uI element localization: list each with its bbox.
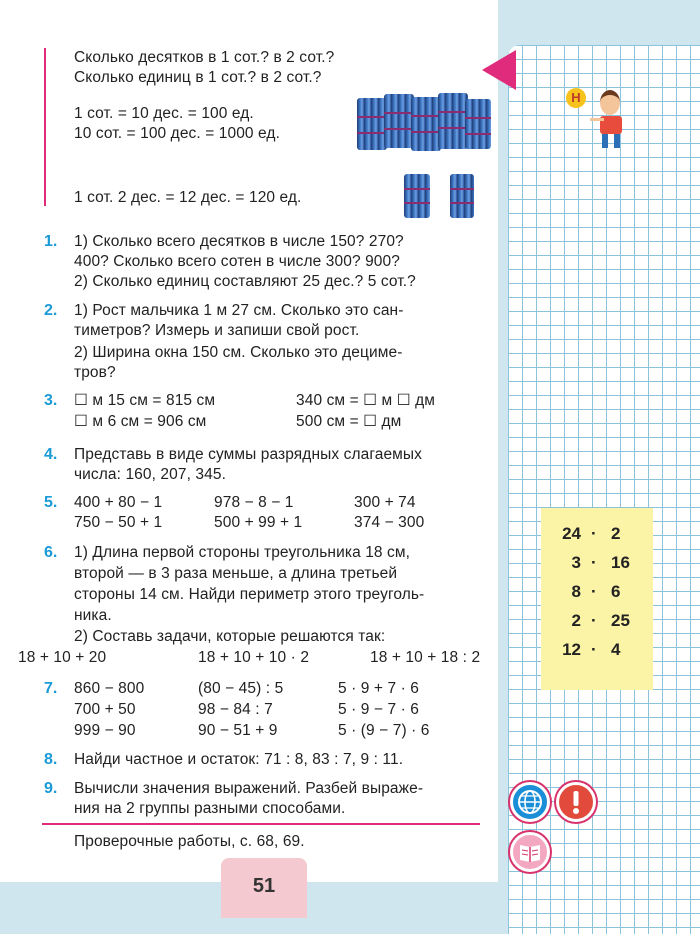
- book-icon[interactable]: [510, 832, 550, 872]
- task-number: 3.: [44, 392, 58, 409]
- intro-margin-line: [44, 48, 46, 206]
- task-4-line-1: Представь в виде суммы разрядных слагаемых: [74, 446, 423, 463]
- mascot-image: [566, 84, 632, 154]
- task-7-expr: 999 − 90: [74, 722, 136, 739]
- task-5-expr: 500 + 99 + 1: [214, 514, 303, 531]
- pointer-triangle: [482, 50, 516, 90]
- task-number: 8.: [44, 751, 58, 768]
- dot-operator: ·: [591, 640, 597, 659]
- task-7-expr: 5 · 9 + 7 · 6: [338, 680, 419, 697]
- task-2-line-1: 1) Рост мальчика 1 м 27 см. Сколько это сан-: [74, 302, 404, 319]
- mascot-badge: Н: [566, 88, 586, 108]
- page-number: 51: [221, 858, 307, 918]
- task-7-expr: 860 − 800: [74, 680, 145, 697]
- task-8-text: Найди частное и остаток: 71 : 8, 83 : 7, 9 : 11.: [74, 751, 404, 768]
- factor-a: 2: [571, 611, 581, 630]
- task-number: 7.: [44, 680, 58, 697]
- task-9-line-2: ния на 2 группы разными способами.: [74, 800, 346, 817]
- task-7-expr: 90 − 51 + 9: [198, 722, 278, 739]
- intro-equation-3: 1 сот. 2 дес. = 12 дес. = 120 ед.: [74, 189, 302, 206]
- intro-equation-2: 10 сот. = 100 дес. = 1000 ед.: [74, 125, 280, 142]
- factor-a: 3: [571, 553, 581, 572]
- task-7-expr: 5 · (9 − 7) · 6: [338, 722, 430, 739]
- task-6-expr: 18 + 10 + 10 · 2: [198, 649, 310, 666]
- task-6-line-4: ника.: [74, 607, 112, 624]
- dot-operator: ·: [591, 553, 597, 572]
- intro-question-1: Сколько десятков в 1 сот.? в 2 сот.?: [74, 49, 335, 66]
- intro-equation-1: 1 сот. = 10 дес. = 100 ед.: [74, 105, 254, 122]
- task-6-expr: 18 + 10 + 18 : 2: [370, 649, 481, 666]
- intro-question-2: Сколько единиц в 1 сот.? в 2 сот.?: [74, 69, 322, 86]
- factor-a: 12: [562, 640, 581, 659]
- task-number: 9.: [44, 780, 58, 797]
- task-number: 2.: [44, 302, 58, 319]
- task-6-line-1: 1) Длина первой стороны треугольника 18 см,: [74, 544, 411, 561]
- task-3-expr-b1: 340 см = ☐ м ☐ дм: [296, 392, 436, 409]
- task-4-line-2: числа: 160, 207, 345.: [74, 466, 226, 483]
- task-3-expr-a1: ☐ м 15 см = 815 см: [74, 392, 216, 409]
- dot-operator: ·: [591, 582, 597, 601]
- footer-divider: [42, 823, 480, 825]
- task-5-expr: 300 + 74: [354, 494, 416, 511]
- factor-b: 16: [611, 553, 630, 572]
- exclamation-icon[interactable]: [556, 782, 596, 822]
- dot-operator: ·: [591, 524, 597, 543]
- task-1-line-3: 2) Сколько единиц составляют 25 дес.? 5 сот.?: [74, 273, 416, 290]
- task-7-expr: 5 · 9 − 7 · 6: [338, 701, 419, 718]
- task-5-expr: 400 + 80 − 1: [74, 494, 163, 511]
- task-5-expr: 374 − 300: [354, 514, 425, 531]
- factor-b: 4: [611, 640, 621, 659]
- task-2-line-4: тров?: [74, 364, 116, 381]
- task-6-line-2: второй — в 3 раза меньше, а длина третьей: [74, 565, 398, 582]
- task-6-expr: 18 + 10 + 20: [18, 649, 107, 666]
- task-5-expr: 750 − 50 + 1: [74, 514, 163, 531]
- factor-b: 6: [611, 582, 621, 601]
- task-1-line-1: 1) Сколько всего десятков в числе 150? 270?: [74, 233, 404, 250]
- task-7-expr: (80 − 45) : 5: [198, 680, 284, 697]
- task-2-line-3: 2) Ширина окна 150 см. Сколько это дециме-: [74, 344, 403, 361]
- task-7-expr: 98 − 84 : 7: [198, 701, 273, 718]
- task-1-line-2: 400? Сколько всего сотен в числе 300? 900?: [74, 253, 400, 270]
- factor-a: 8: [571, 582, 581, 601]
- dot-operator: ·: [591, 611, 597, 630]
- task-number: 5.: [44, 494, 58, 511]
- task-6-line-5: 2) Составь задачи, которые решаются так:: [74, 628, 386, 645]
- task-3-expr-a2: ☐ м 6 см = 906 см: [74, 413, 207, 430]
- task-number: 6.: [44, 544, 58, 561]
- task-number: 1.: [44, 233, 58, 250]
- task-9-line-1: Вычисли значения выражений. Разбей выраже-: [74, 780, 424, 797]
- factor-b: 25: [611, 611, 630, 630]
- task-5-expr: 978 − 8 − 1: [214, 494, 294, 511]
- multiplication-box: [541, 508, 653, 690]
- factor-b: 2: [611, 524, 621, 543]
- task-7-expr: 700 + 50: [74, 701, 136, 718]
- task-3-expr-b2: 500 см = ☐ дм: [296, 413, 402, 430]
- globe-icon[interactable]: [510, 782, 550, 822]
- task-6-line-3: стороны 14 см. Найди периметр этого треуголь-: [74, 586, 425, 603]
- task-number: 4.: [44, 446, 58, 463]
- task-2-line-2: тиметров? Измерь и запиши свой рост.: [74, 322, 360, 339]
- factor-a: 24: [562, 524, 581, 543]
- footer-note: Проверочные работы, с. 68, 69.: [74, 833, 305, 850]
